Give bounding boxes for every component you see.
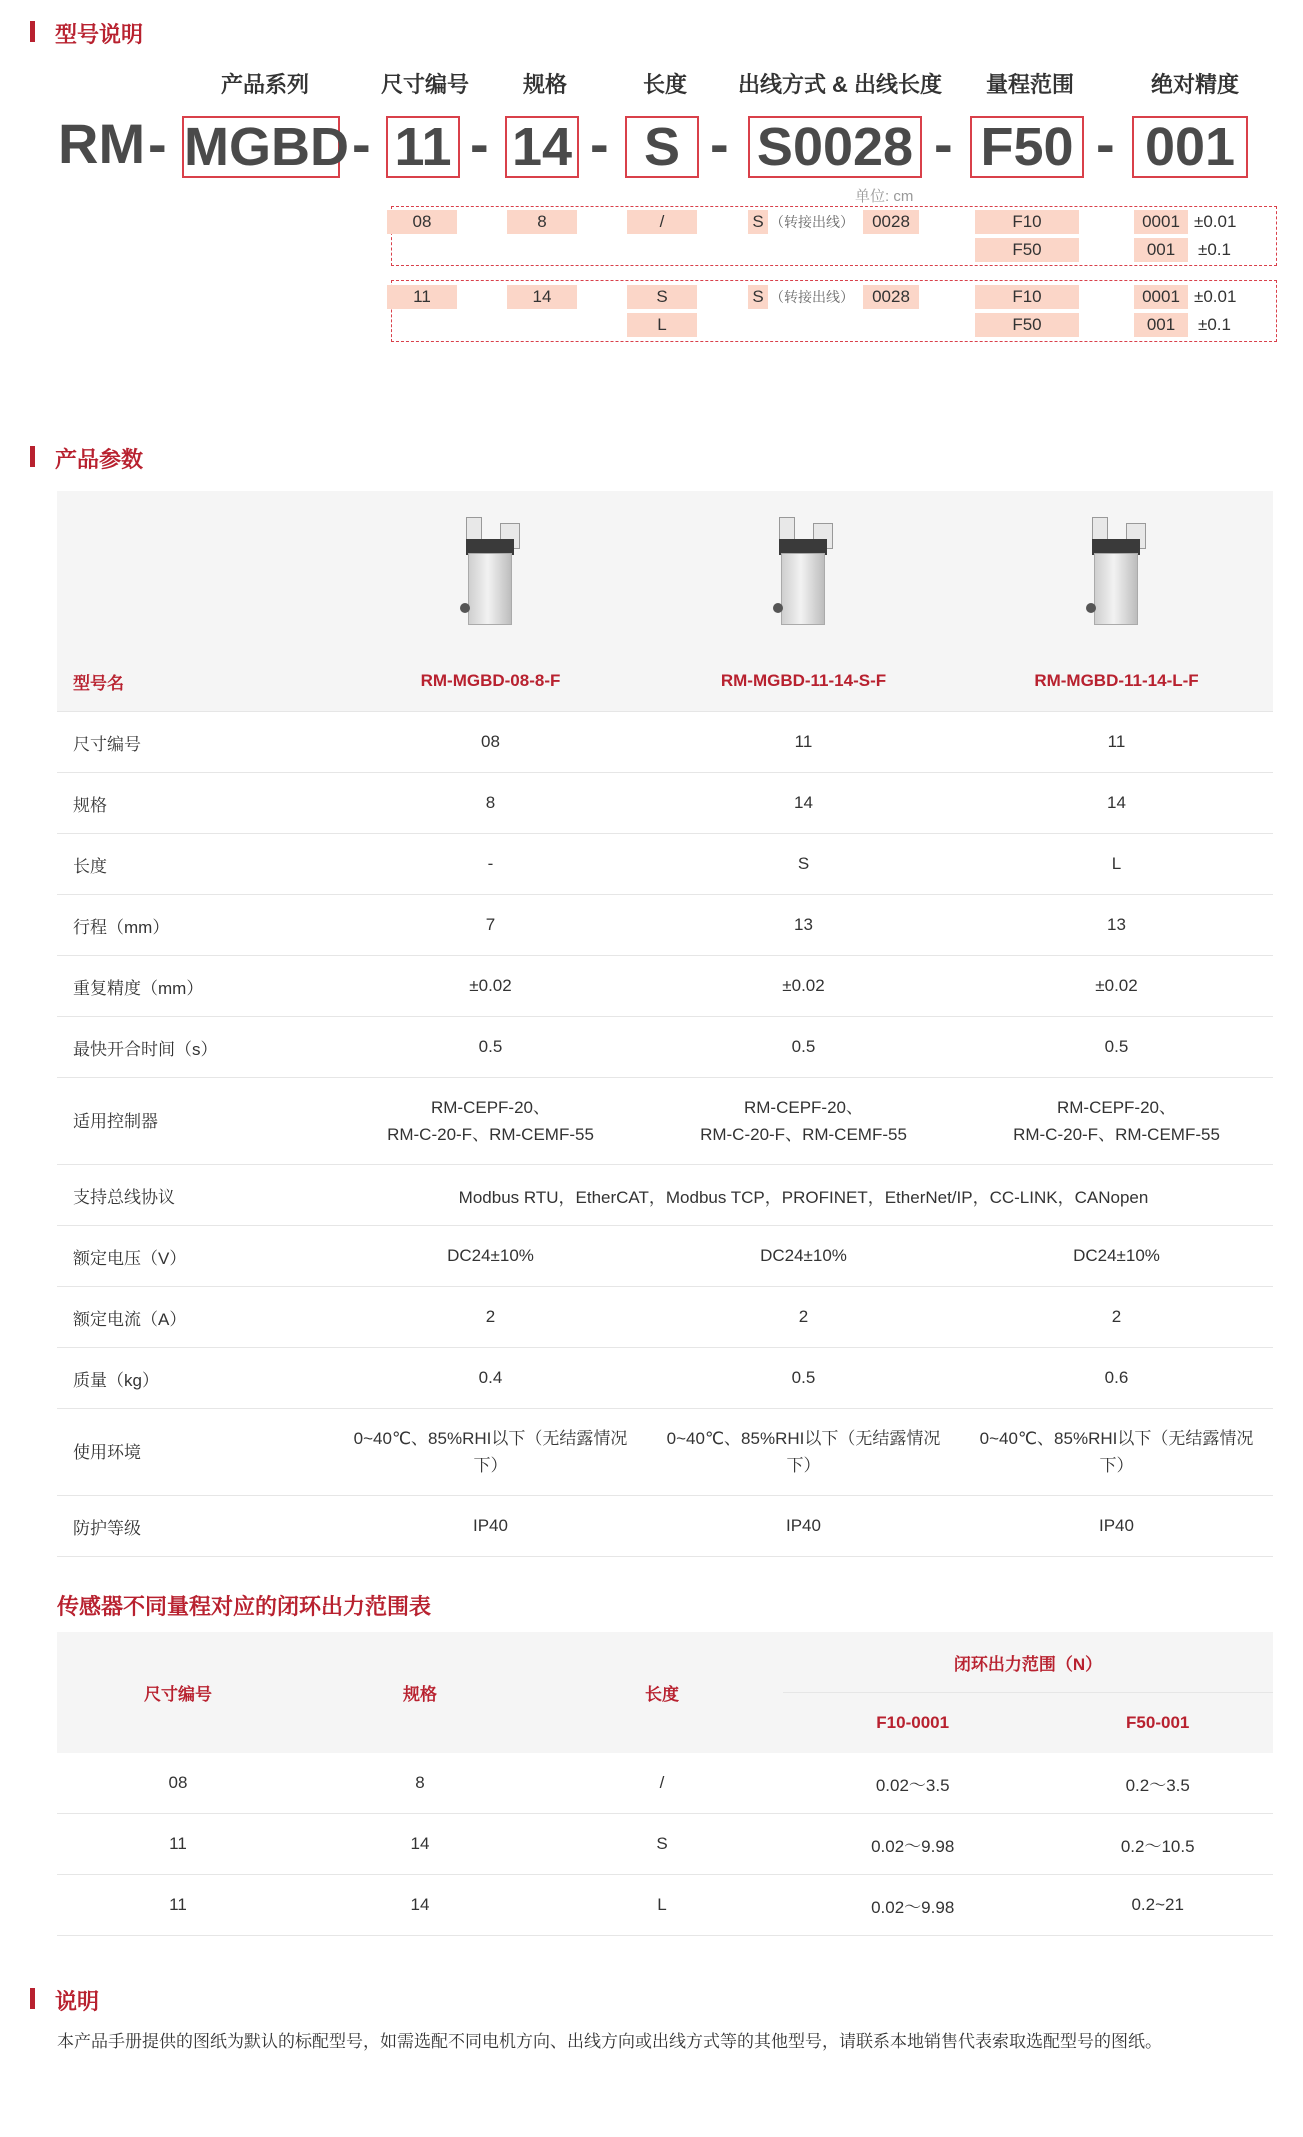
option-range: F10 (975, 285, 1079, 309)
option-length: / (627, 210, 697, 234)
option-accuracy-value: ±0.1 (1198, 240, 1231, 259)
code-size: 11 (386, 116, 460, 178)
param-row (57, 1017, 1273, 1078)
code-output: S0028 (748, 116, 922, 178)
force-cell: 0.02～9.98 (783, 1875, 1042, 1936)
force-row (57, 1875, 1273, 1936)
param-label: 重复精度（mm） (57, 956, 334, 1017)
param-value: 0.4 (334, 1348, 647, 1409)
param-row (57, 773, 1273, 834)
code-dash: - (590, 112, 609, 175)
param-label: 防护等级 (57, 1496, 334, 1557)
param-value: S (647, 834, 960, 895)
param-value: 2 (647, 1287, 960, 1348)
option-size: 08 (387, 210, 457, 234)
force-header-length: 长度 (541, 1632, 783, 1753)
code-dash: - (1096, 112, 1115, 175)
param-value: L (960, 834, 1273, 895)
force-cell: / (541, 1753, 783, 1814)
force-cell: 14 (299, 1875, 541, 1936)
param-value: RM-CEPF-20、 RM-C-20-F、RM-CEMF-55 (334, 1078, 647, 1165)
models-label: 型号名 (57, 651, 334, 712)
param-value: 13 (960, 895, 1273, 956)
code-range: F50 (970, 116, 1084, 178)
option-out-length: 0028 (863, 210, 919, 234)
param-value: IP40 (647, 1496, 960, 1557)
option-spec: 14 (507, 285, 577, 309)
param-row (57, 956, 1273, 1017)
header-series: 产品系列 (220, 72, 309, 97)
force-header-f50: F50-001 (1042, 1693, 1273, 1754)
param-value: ±0.02 (960, 956, 1273, 1017)
param-label: 行程（mm） (57, 895, 334, 956)
param-value: 2 (960, 1287, 1273, 1348)
code-prefix: RM (58, 112, 146, 175)
param-row (57, 1226, 1273, 1287)
param-value: 0.5 (647, 1348, 960, 1409)
param-row (57, 895, 1273, 956)
option-accuracy-value: ±0.1 (1198, 315, 1231, 334)
param-row (57, 1078, 1273, 1165)
option-range: F50 (975, 238, 1079, 262)
param-value: 0~40℃、85%RHI以下（无结露情况 下） (334, 1409, 647, 1496)
section-title-params: 产品参数 (30, 443, 143, 474)
code-accuracy: 001 (1132, 116, 1248, 178)
option-accuracy-code: 0001 (1134, 285, 1188, 309)
param-label: 尺寸编号 (57, 712, 334, 773)
params-table (57, 491, 1273, 1557)
param-value: 7 (334, 895, 647, 956)
force-cell: 08 (57, 1753, 299, 1814)
force-cell: 8 (299, 1753, 541, 1814)
code-series: MGBD (184, 117, 349, 177)
force-cell: 0.2～3.5 (1042, 1753, 1273, 1814)
product-image (960, 491, 1273, 651)
option-out: S (748, 285, 768, 309)
force-header-f10: F10-0001 (783, 1693, 1042, 1754)
option-size: 11 (387, 285, 457, 309)
code-dash: - (710, 112, 729, 175)
force-header-spec: 规格 (299, 1632, 541, 1753)
param-value: 08 (334, 712, 647, 773)
param-label: 规格 (57, 773, 334, 834)
param-value: DC24±10% (334, 1226, 647, 1287)
force-header-size: 尺寸编号 (57, 1632, 299, 1753)
option-out-note: （转接出线） (770, 289, 854, 305)
option-accuracy-code: 0001 (1134, 210, 1188, 234)
param-value: ±0.02 (647, 956, 960, 1017)
option-length: L (627, 313, 697, 337)
section-title-model: 型号说明 (30, 18, 143, 49)
param-value: 14 (960, 773, 1273, 834)
option-spec: 8 (507, 210, 577, 234)
force-row (57, 1814, 1273, 1875)
param-value: 0~40℃、85%RHI以下（无结露情况 下） (960, 1409, 1273, 1496)
param-label: 支持总线协议 (57, 1165, 334, 1226)
header-accuracy: 绝对精度 (1150, 72, 1239, 97)
force-cell: S (541, 1814, 783, 1875)
param-label: 长度 (57, 834, 334, 895)
option-length: S (627, 285, 697, 309)
param-row (57, 834, 1273, 895)
param-value: Modbus RTU，EtherCAT，Modbus TCP，PROFINET，EtherNet/IP，CC-LINK，CANopen (334, 1165, 1273, 1226)
force-cell: L (541, 1875, 783, 1936)
param-value: 8 (334, 773, 647, 834)
product-image (647, 491, 960, 651)
header-spec: 规格 (522, 72, 567, 97)
header-output: 出线方式 & 出线长度 (737, 72, 943, 97)
option-out-note: （转接出线） (770, 214, 854, 230)
param-value: IP40 (960, 1496, 1273, 1557)
param-row (57, 1165, 1273, 1226)
option-accuracy-value: ±0.01 (1194, 287, 1237, 306)
header-length: 长度 (642, 72, 687, 97)
force-row (57, 1753, 1273, 1814)
code-dash: - (934, 112, 953, 175)
model-name: RM-MGBD-11-14-L-F (960, 651, 1273, 712)
param-value: RM-CEPF-20、 RM-C-20-F、RM-CEMF-55 (960, 1078, 1273, 1165)
header-range: 量程范围 (985, 72, 1074, 97)
option-accuracy-code: 001 (1134, 238, 1188, 262)
param-value: 13 (647, 895, 960, 956)
param-value: 11 (960, 712, 1273, 773)
note-text: 本产品手册提供的图纸为默认的标配型号，如需选配不同电机方向、出线方向或出线方式等的其他型号，请联系本地销售代表索取选配型号的图纸。 (57, 2032, 1162, 2051)
code-length: S (625, 116, 699, 178)
option-accuracy-value: ±0.01 (1194, 212, 1237, 231)
param-value: IP40 (334, 1496, 647, 1557)
option-range: F50 (975, 313, 1079, 337)
force-cell: 0.02～9.98 (783, 1814, 1042, 1875)
unit-label: 单位: cm (855, 188, 914, 205)
param-label: 额定电流（A） (57, 1287, 334, 1348)
param-value: 14 (647, 773, 960, 834)
param-value: 0~40℃、85%RHI以下（无结露情况 下） (647, 1409, 960, 1496)
param-value: RM-CEPF-20、 RM-C-20-F、RM-CEMF-55 (647, 1078, 960, 1165)
model-name: RM-MGBD-08-8-F (334, 651, 647, 712)
param-label: 额定电压（V） (57, 1226, 334, 1287)
model-name: RM-MGBD-11-14-S-F (647, 651, 960, 712)
param-value: 0.6 (960, 1348, 1273, 1409)
param-value: - (334, 834, 647, 895)
param-label: 适用控制器 (57, 1078, 334, 1165)
param-label: 使用环境 (57, 1409, 334, 1496)
code-dash: - (470, 112, 489, 175)
option-range: F10 (975, 210, 1079, 234)
option-out-length: 0028 (863, 285, 919, 309)
code-dash: - (352, 112, 371, 175)
param-value: 0.5 (960, 1017, 1273, 1078)
param-value: DC24±10% (960, 1226, 1273, 1287)
force-cell: 11 (57, 1814, 299, 1875)
force-table-title: 传感器不同量程对应的闭环出力范围表 (57, 1594, 432, 1619)
param-value: 11 (647, 712, 960, 773)
param-value: 2 (334, 1287, 647, 1348)
option-accuracy-code: 001 (1134, 313, 1188, 337)
param-value: ±0.02 (334, 956, 647, 1017)
force-header-range: 闭环出力范围（N） (783, 1632, 1273, 1693)
product-image (334, 491, 647, 651)
force-cell: 0.02～3.5 (783, 1753, 1042, 1814)
param-label: 质量（kg） (57, 1348, 334, 1409)
header-size: 尺寸编号 (380, 72, 469, 97)
option-out: S (748, 210, 768, 234)
force-cell: 0.2～10.5 (1042, 1814, 1273, 1875)
force-cell: 14 (299, 1814, 541, 1875)
param-row (57, 1496, 1273, 1557)
section-title-notes: 说明 (30, 1985, 99, 2016)
param-value: 0.5 (334, 1017, 647, 1078)
param-row (57, 1287, 1273, 1348)
code-spec: 14 (505, 116, 579, 178)
force-cell: 0.2~21 (1042, 1875, 1273, 1936)
param-label: 最快开合时间（s） (57, 1017, 334, 1078)
force-cell: 11 (57, 1875, 299, 1936)
code-dash: - (148, 112, 167, 175)
param-row (57, 1348, 1273, 1409)
param-value: DC24±10% (647, 1226, 960, 1287)
param-row (57, 712, 1273, 773)
force-table (57, 1632, 1273, 1936)
param-row (57, 1409, 1273, 1496)
param-value: 0.5 (647, 1017, 960, 1078)
